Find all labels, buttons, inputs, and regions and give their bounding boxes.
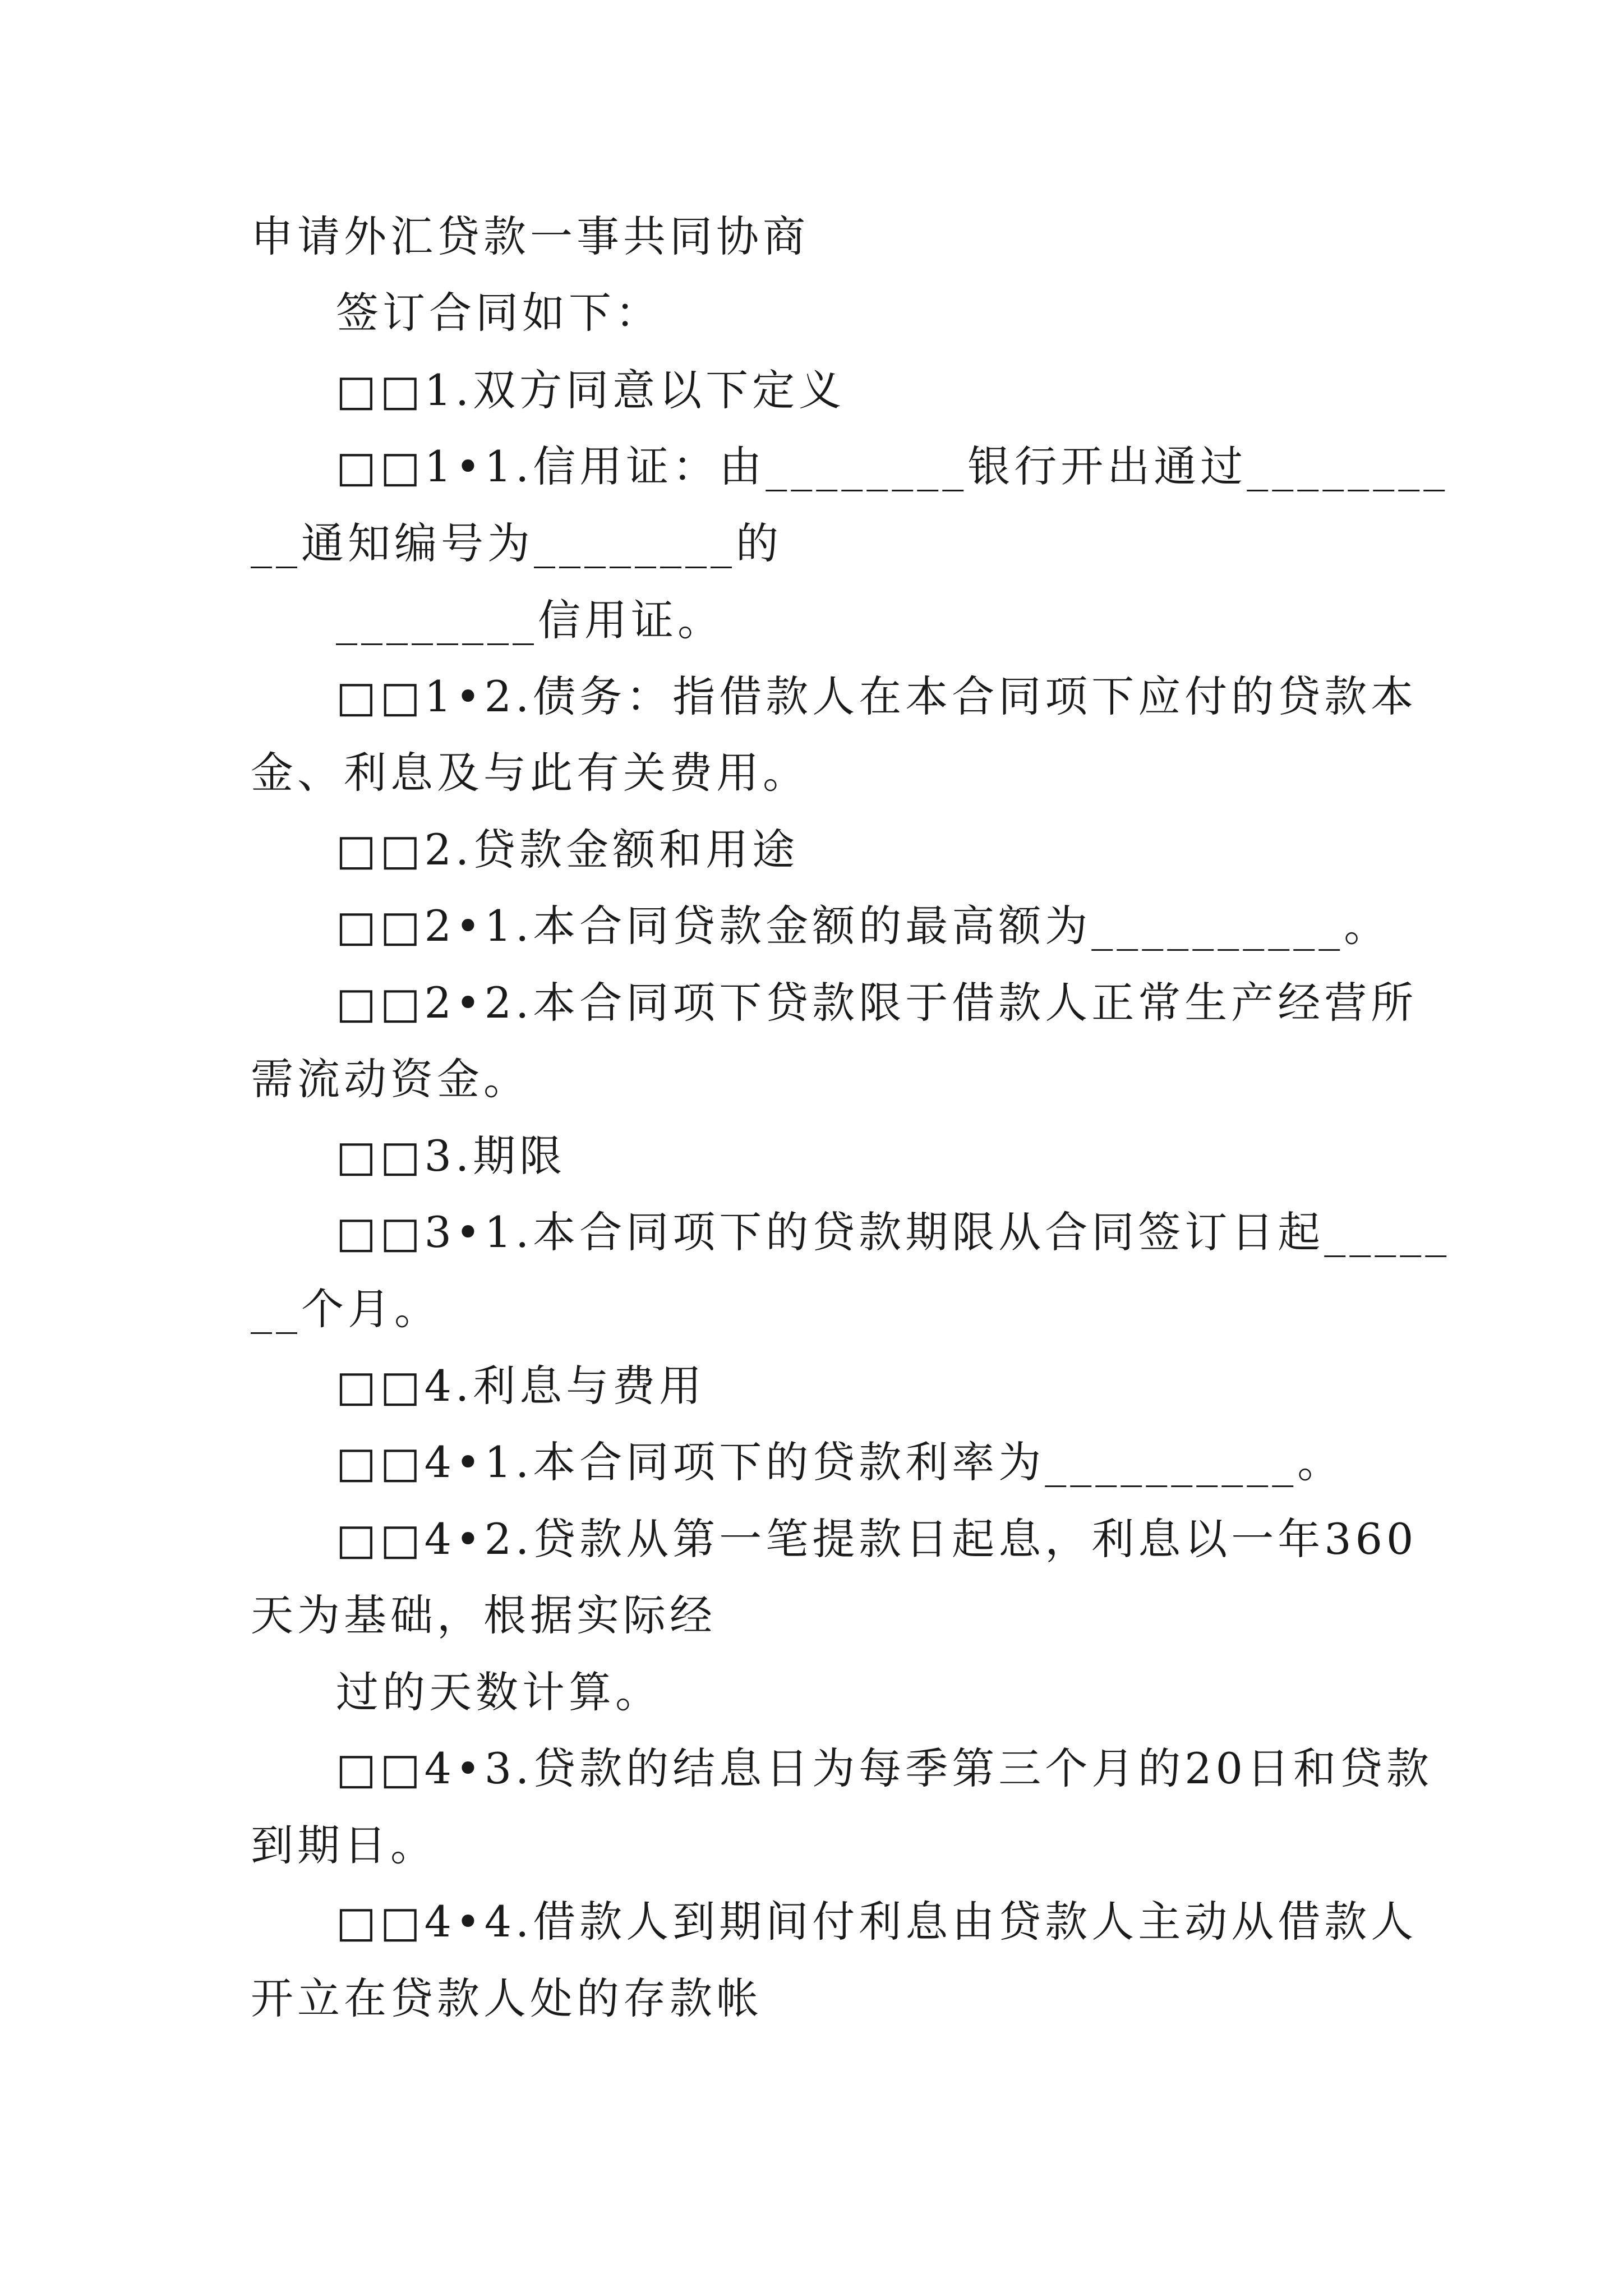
text-line: □□3•1.本合同项下的贷款期限从合同签订日起_____ <box>336 1207 1451 1257</box>
text-line: □□4•2.贷款从第一笔提款日起息，利息以一年360 <box>336 1514 1418 1564</box>
text-line: □□1•2.债务：指借款人在本合同项下应付的贷款本 <box>336 671 1418 721</box>
text-line: □□4•1.本合同项下的贷款利率为__________。 <box>336 1437 1344 1487</box>
text-line: 签订合同如下： <box>336 288 662 338</box>
text-line: □□4•4.借款人到期间付利息由贷款人主动从借款人 <box>336 1897 1418 1947</box>
text-line: □□4•3.贷款的结息日为每季第三个月的20日和贷款 <box>336 1743 1433 1793</box>
text-line: 到期日。 <box>251 1820 437 1870</box>
text-line: 天为基础，根据实际经 <box>251 1590 716 1640</box>
text-line: 申请外汇贷款一事共同协商 <box>251 211 809 261</box>
clause-heading: □□2.贷款金额和用途 <box>336 825 799 875</box>
clause-heading: □□4.利息与费用 <box>336 1361 706 1411</box>
text-line: □□2•2.本合同项下贷款限于借款人正常生产经营所 <box>336 978 1418 1028</box>
text-line: 金、利息及与此有关费用。 <box>251 748 809 798</box>
text-line: □□1•1.信用证：由________银行开出通过________ <box>336 441 1449 491</box>
text-line: __个月。 <box>251 1284 441 1334</box>
text-line: ________信用证。 <box>336 595 724 645</box>
text-line: 需流动资金。 <box>251 1054 530 1104</box>
text-line: □□2•1.本合同贷款金额的最高额为__________。 <box>336 901 1391 951</box>
text-line: 开立在贷款人处的存款帐 <box>251 1973 763 2023</box>
text-line: 过的天数计算。 <box>336 1667 662 1717</box>
text-line: __通知编号为________的 <box>251 518 782 568</box>
clause-heading: □□1.双方同意以下定义 <box>336 365 846 415</box>
clause-heading: □□3.期限 <box>336 1131 566 1181</box>
